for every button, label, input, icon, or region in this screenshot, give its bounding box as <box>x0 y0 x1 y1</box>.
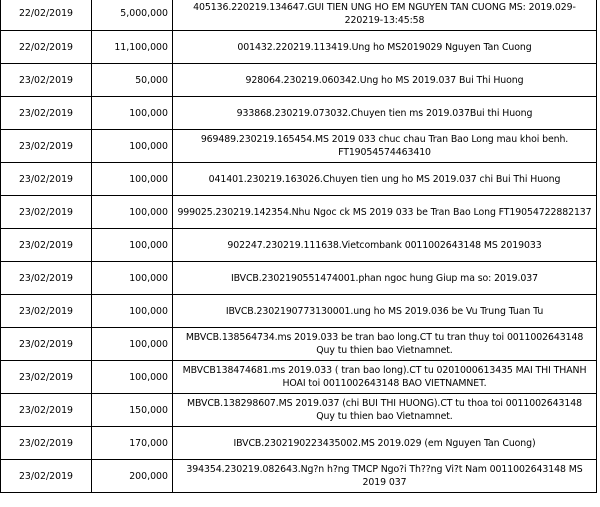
table-row <box>1 394 597 427</box>
amount-cell: 100,000 <box>92 163 173 196</box>
amount-cell: 5,000,000 <box>92 0 173 31</box>
date-cell: 23/02/2019 <box>1 361 92 394</box>
description-cell: MBVCB.138564734.ms 2019.033 be tran bao long.CT tu tran thuy toi 0011002643148 Quy tu thien bao Vietnamnet. <box>173 328 597 361</box>
date-cell: 23/02/2019 <box>1 328 92 361</box>
date-cell: 23/02/2019 <box>1 427 92 460</box>
amount-cell: 100,000 <box>92 97 173 130</box>
date-cell: 23/02/2019 <box>1 64 92 97</box>
table-row <box>1 31 597 64</box>
table-row <box>1 229 597 262</box>
date-cell: 23/02/2019 <box>1 97 92 130</box>
description-cell: 041401.230219.163026.Chuyen tien ung ho MS 2019.037 chi Bui Thi Huong <box>173 163 597 196</box>
amount-cell: 200,000 <box>92 460 173 493</box>
amount-cell: 11,100,000 <box>92 31 173 64</box>
amount-cell: 100,000 <box>92 328 173 361</box>
table-row <box>1 196 597 229</box>
amount-cell: 150,000 <box>92 394 173 427</box>
description-cell: IBVCB.2302190223435002.MS 2019.029 (em Nguyen Tan Cuong) <box>173 427 597 460</box>
table-row <box>1 97 597 130</box>
description-cell: 928064.230219.060342.Ung ho MS 2019.037 Bui Thi Huong <box>173 64 597 97</box>
date-cell: 23/02/2019 <box>1 262 92 295</box>
description-cell: 969489.230219.165454.MS 2019 033 chuc chau Tran Bao Long mau khoi benh. FT19054574463410 <box>173 130 597 163</box>
table-row <box>1 460 597 493</box>
amount-cell: 100,000 <box>92 361 173 394</box>
date-cell: 23/02/2019 <box>1 295 92 328</box>
date-cell: 23/02/2019 <box>1 130 92 163</box>
amount-cell: 100,000 <box>92 196 173 229</box>
amount-cell: 100,000 <box>92 295 173 328</box>
description-cell: 405136.220219.134647.GUI TIEN UNG HO EM NGUYEN TAN CUONG MS: 2019.029-220219-13:45:58 <box>173 0 597 31</box>
description-cell: MBVCB138474681.ms 2019.033 ( tran bao long).CT tu 0201000613435 MAI THI THANH HOAI toi 0011002643148 BAO VIETNAMNET. <box>173 361 597 394</box>
description-cell: 999025.230219.142354.Nhu Ngoc ck MS 2019 033 be Tran Bao Long FT19054722882137 <box>173 196 597 229</box>
amount-cell: 100,000 <box>92 130 173 163</box>
description-cell: 902247.230219.111638.Vietcombank 0011002643148 MS 2019033 <box>173 229 597 262</box>
description-cell: 933868.230219.073032.Chuyen tien ms 2019.037Bui thi Huong <box>173 97 597 130</box>
table-row <box>1 130 597 163</box>
description-cell: 394354.230219.082643.Ng?n h?ng TMCP Ngo?i Th??ng Vi?t Nam 0011002643148 MS 2019 037 <box>173 460 597 493</box>
table-row <box>1 0 597 31</box>
table-row <box>1 64 597 97</box>
table-row <box>1 328 597 361</box>
description-cell: MBVCB.138298607.MS 2019.037 (chi BUI THI HUONG).CT tu thoa toi 0011002643148 Quy tu thien bao Vietnamnet. <box>173 394 597 427</box>
date-cell: 22/02/2019 <box>1 0 92 31</box>
description-cell: 001432.220219.113419.Ung ho MS2019029 Nguyen Tan Cuong <box>173 31 597 64</box>
amount-cell: 170,000 <box>92 427 173 460</box>
description-cell: IBVCB.2302190773130001.ung ho MS 2019.036 be Vu Trung Tuan Tu <box>173 295 597 328</box>
amount-cell: 100,000 <box>92 262 173 295</box>
date-cell: 23/02/2019 <box>1 163 92 196</box>
table-row <box>1 427 597 460</box>
amount-cell: 50,000 <box>92 64 173 97</box>
table-row <box>1 262 597 295</box>
amount-cell: 100,000 <box>92 229 173 262</box>
date-cell: 23/02/2019 <box>1 394 92 427</box>
description-cell: IBVCB.2302190551474001.phan ngoc hung Giup ma so: 2019.037 <box>173 262 597 295</box>
date-cell: 23/02/2019 <box>1 460 92 493</box>
date-cell: 23/02/2019 <box>1 229 92 262</box>
table-row <box>1 295 597 328</box>
date-cell: 22/02/2019 <box>1 31 92 64</box>
table-row <box>1 361 597 394</box>
table-row <box>1 163 597 196</box>
date-cell: 23/02/2019 <box>1 196 92 229</box>
